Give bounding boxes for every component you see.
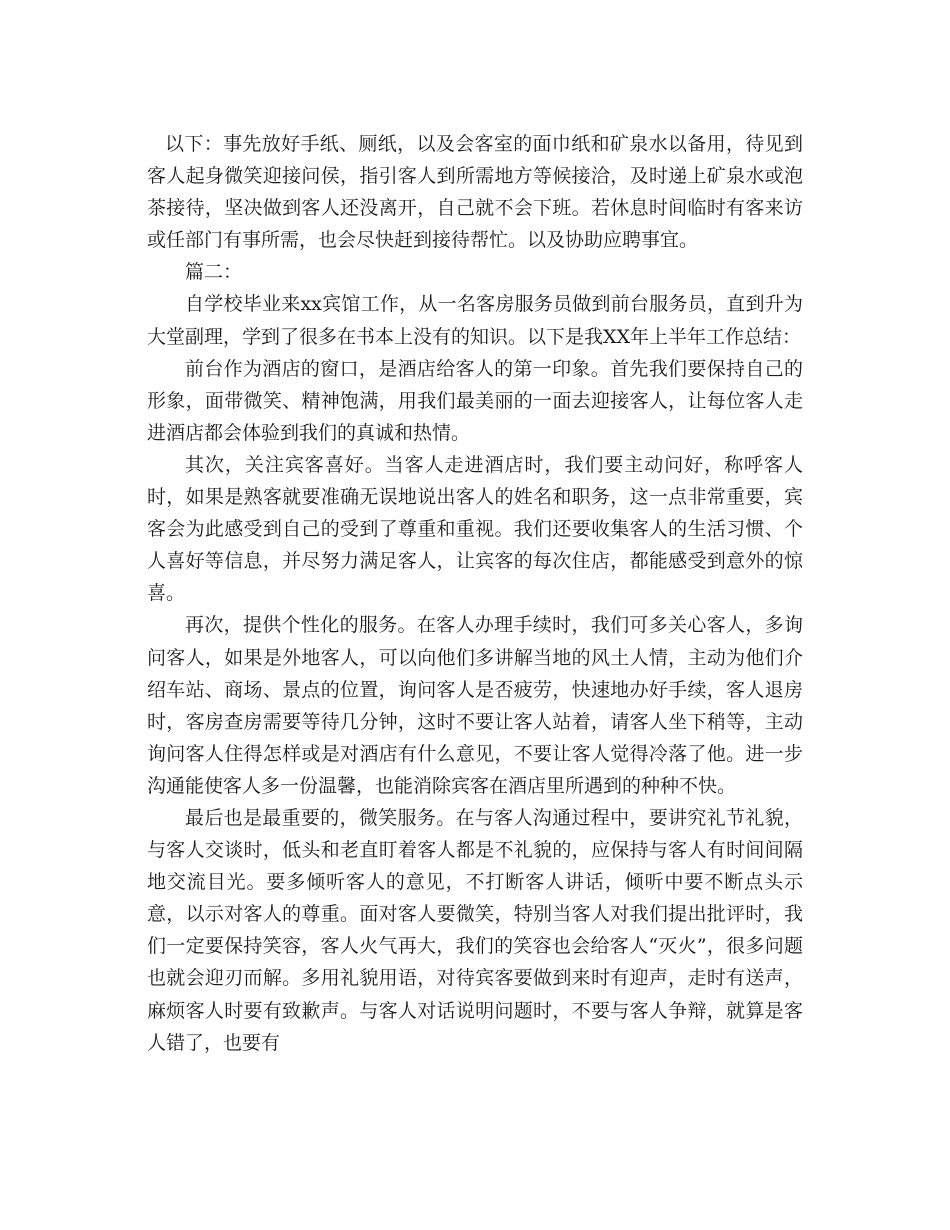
document-body: [147, 128, 803, 1059]
paragraph-guest-preferences: 其次，关注宾客喜好。当客人走进酒店时，我们要主动问好，称呼客人时，如果是熟客就要准确无误地说出客人的姓名和职务，这一点非常重要，宾客会为此感受到自己的受到了尊重和重视。我们还要收集客人的生活习惯、个人喜好等信息，并尽努力满足客人，让宾客的每次住店，都能感受到意外的惊喜。: [147, 453, 803, 605]
paragraph-reception-duties: 以下：事先放好手纸、厕纸，以及会客室的面巾纸和矿泉水以备用，待见到客人起身微笑迎接问侯，指引客人到所需地方等候接洽，及时递上矿泉水或泡茶接待，坚决做到客人还没离开，自己就不会下班。若休息时间临时有客来访或任部门有事所需，也会尽快赶到接待帮忙。以及协助应聘事宜。: [147, 133, 803, 252]
paragraph-smile-service: 最后也是最重要的，微笑服务。在与客人沟通过程中，要讲究礼节礼貌，与客人交谈时，低头和老直盯着客人都是不礼貌的，应保持与客人有时间间隔地交流目光。要多倾听客人的意见，不打断客人讲话，倾听中要不断点头示意，以示对客人的尊重。面对客人要微笑，特别当客人对我们提出批评时，我们一定要保持笑容，客人火气再大，我们的笑容也会给客人“灭火”，很多问题也就会迎刃而解。多用礼貌用语，对待宾客要做到来时有迎声，走时有送声，麻烦客人时要有致歉声。与客人对话说明问题时，不要与客人争辩，就算是客人错了，也要有: [147, 806, 803, 1054]
section-heading-part-two: 篇二：: [185, 261, 243, 284]
paragraph-introduction: 自学校毕业来xx宾馆工作，从一名客房服务员做到前台服务员，直到升为大堂副理，学到了很多在书本上没有的知识。以下是我XX年上半年工作总结：: [147, 293, 803, 348]
paragraph-front-desk-image: 前台作为酒店的窗口，是酒店给客人的第一印象。首先我们要保持自己的形象，面带微笑、精神饱满，用我们最美丽的一面去迎接客人，让每位客人走进酒店都会体验到我们的真诚和热情。: [147, 357, 803, 444]
paragraph-personalized-service: 再次，提供个性化的服务。在客人办理手续时，我们可多关心客人，多询问客人，如果是外地客人，可以向他们多讲解当地的风土人情，主动为他们介绍车站、商场、景点的位置，询问客人是否疲劳，快速地办好手续，客人退房时，客房查房需要等待几分钟，这时不要让客人站着，请客人坐下稍等，主动询问客人住得怎样或是对酒店有什么意见，不要让客人觉得冷落了他。进一步沟通能使客人多一份温馨，也能消除宾客在酒店里所遇到的种种不快。: [147, 614, 803, 797]
